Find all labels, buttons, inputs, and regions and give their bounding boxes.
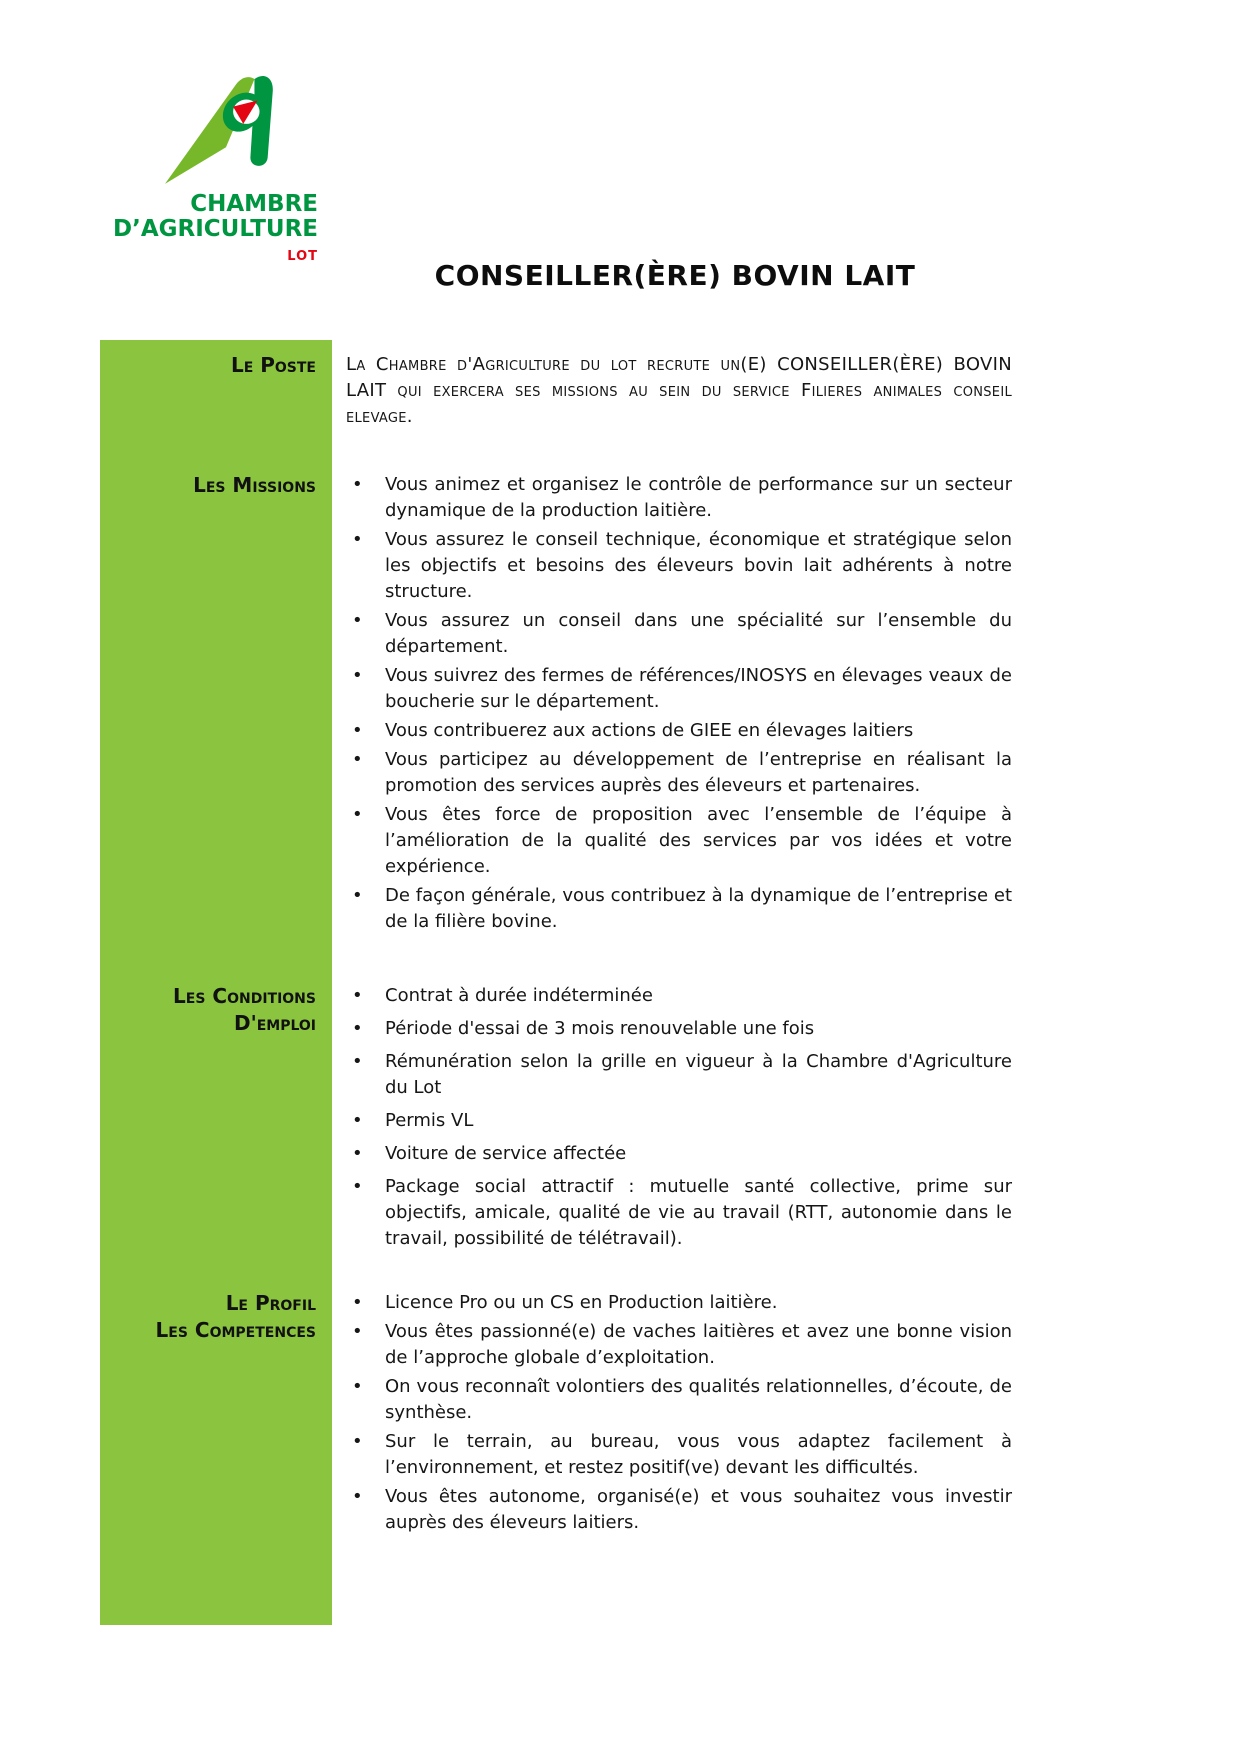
bullet-item: [346, 1016, 1012, 1042]
bullet-icon: •: [352, 1321, 363, 1342]
section-label-les-conditions: [100, 971, 332, 1278]
content-grid: [100, 340, 1012, 1625]
logo-org-line1: CHAMBRE: [190, 191, 318, 217]
bullet-text: Sur le terrain, au bureau, vous vous adaptez facilement à l’environnement, et restez positif(ve) devant les difficultés.: [385, 1431, 1012, 1478]
section-label-le-poste: [100, 340, 332, 460]
section-label-line: Le Poste: [230, 353, 316, 377]
section-label-les-missions: [100, 460, 332, 971]
bullet-item: [346, 1049, 1012, 1101]
bullet-icon: •: [352, 610, 363, 631]
bullet-icon: •: [352, 1292, 363, 1313]
bullet-icon: •: [352, 1376, 363, 1397]
bullet-text: Vous animez et organisez le contrôle de performance sur un secteur dynamique de la production laitière.: [385, 474, 1012, 521]
logo-text: [110, 192, 318, 269]
bullet-icon: •: [352, 1176, 363, 1197]
bullet-item: [346, 883, 1012, 935]
bullet-icon: •: [352, 1143, 363, 1164]
bullet-icon: •: [352, 985, 363, 1006]
section-label-le-profil: [100, 1278, 332, 1625]
bullet-text: Voiture de service affectée: [385, 1143, 627, 1164]
section-body-les-conditions: [346, 971, 1012, 1278]
bullet-icon: •: [352, 804, 363, 825]
bullet-icon: •: [352, 720, 363, 741]
bullet-text: Licence Pro ou un CS en Production laitière.: [385, 1292, 778, 1313]
bullet-text: Vous participez au développement de l’entreprise en réalisant la promotion des services auprès des éleveurs et partenaires.: [385, 749, 1012, 796]
bullet-item: [346, 1290, 1012, 1316]
bullet-item: [346, 1374, 1012, 1426]
section-body-les-missions: [346, 460, 1012, 971]
bullet-text: Vous êtes autonome, organisé(e) et vous souhaitez vous investir auprès des éleveurs laitiers.: [385, 1486, 1012, 1533]
bullet-text: Contrat à durée indéterminée: [385, 985, 653, 1006]
bullet-item: [346, 1319, 1012, 1371]
page-title: CONSEILLER(ÈRE) BOVIN LAIT: [434, 258, 916, 292]
bullet-icon: •: [352, 529, 363, 550]
bullet-text: Package social attractif : mutuelle santé collective, prime sur objectifs, amicale, qualité de vie au travail (RTT, autonomie dans le travail, possibilité de télétravail).: [385, 1176, 1012, 1249]
bullet-icon: •: [352, 1018, 363, 1039]
section-label-line: Le Profil: [225, 1291, 316, 1315]
bullet-text: Vous suivrez des fermes de références/INOSYS en élevages veaux de boucherie sur le département.: [385, 665, 1012, 712]
profil-list: [346, 1290, 1012, 1536]
bullet-icon: •: [352, 1110, 363, 1131]
bullet-icon: •: [352, 1486, 363, 1507]
bullet-icon: •: [352, 474, 363, 495]
bullet-item: [346, 1484, 1012, 1536]
bullet-text: Vous êtes force de proposition avec l’ensemble de l’équipe à l’amélioration de la qualité des services par vos idées et votre expérience.: [385, 804, 1012, 877]
section-label-line: D'emploi: [233, 1011, 316, 1035]
logo-region-label: LOT: [287, 249, 318, 264]
bullet-item: [346, 472, 1012, 524]
bullet-text: Période d'essai de 3 mois renouvelable une fois: [385, 1018, 815, 1039]
bullet-text: Vous êtes passionné(e) de vaches laitières et avez une bonne vision de l’approche globale d’exploitation.: [385, 1321, 1012, 1368]
bullet-item: [346, 718, 1012, 744]
bullet-text: De façon générale, vous contribuez à la dynamique de l’entreprise et de la filière bovine.: [385, 885, 1012, 932]
chambre-agriculture-logo-icon: [160, 68, 294, 190]
bullet-icon: •: [352, 749, 363, 770]
bullet-item: [346, 608, 1012, 660]
conditions-list: [346, 983, 1012, 1252]
bullet-item: [346, 527, 1012, 605]
section-body-le-profil: [346, 1278, 1012, 1625]
bullet-text: Vous assurez le conseil technique, économique et stratégique selon les objectifs et besoins des éleveurs bovin lait adhérents à notre structure.: [385, 529, 1012, 602]
bullet-text: Vous contribuerez aux actions de GIEE en élevages laitiers: [385, 720, 914, 741]
section-body-le-poste: [346, 340, 1012, 460]
bullet-icon: •: [352, 1431, 363, 1452]
bullet-icon: •: [352, 1051, 363, 1072]
bullet-item: [346, 983, 1012, 1009]
bullet-item: [346, 747, 1012, 799]
bullet-item: [346, 1174, 1012, 1252]
bullet-item: [346, 663, 1012, 715]
section-label-line: Les Missions: [193, 473, 316, 497]
bullet-text: Permis VL: [385, 1110, 474, 1131]
bullet-text: Rémunération selon la grille en vigueur à la Chambre d'Agriculture du Lot: [385, 1051, 1012, 1098]
logo-org-line2: D’AGRICULTURE: [113, 216, 318, 242]
missions-list: [346, 472, 1012, 935]
bullet-item: [346, 1429, 1012, 1481]
bullet-icon: •: [352, 665, 363, 686]
bullet-item: [346, 1141, 1012, 1167]
bullet-text: On vous reconnaît volontiers des qualités relationnelles, d’écoute, de synthèse.: [385, 1376, 1012, 1423]
bullet-item: [346, 1108, 1012, 1134]
poste-paragraph: La Chambre d'Agriculture du lot recrute un(E) CONSEILLER(ÈRE) BOVIN LAIT qui exercera ses missions au sein du service Filieres animales conseil elevage.: [346, 354, 1012, 427]
bullet-text: Vous assurez un conseil dans une spécialité sur l’ensemble du département.: [385, 610, 1012, 657]
bullet-item: [346, 802, 1012, 880]
section-label-line: Les Competences: [155, 1318, 316, 1342]
bullet-icon: •: [352, 885, 363, 906]
section-label-line: Les Conditions: [173, 984, 316, 1008]
